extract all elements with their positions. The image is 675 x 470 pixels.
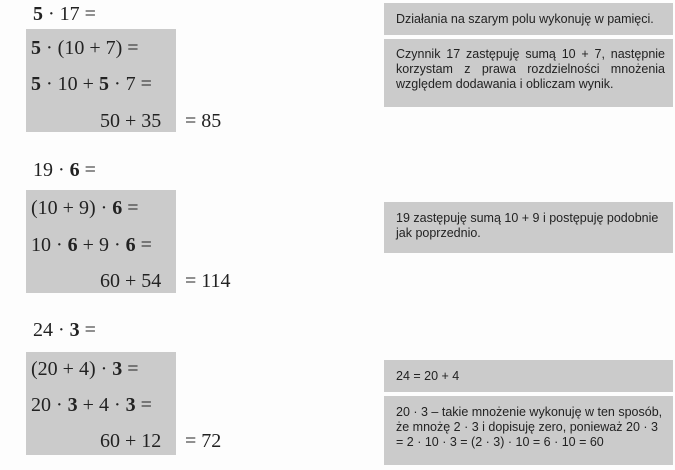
- operator: ·: [48, 3, 55, 25]
- factor: 3: [69, 319, 80, 341]
- note-distributive: Czynnik 17 zastępuję sumą 10 + 7, następnie korzystam z prawa rozdzielności mnożenia względem dodawania i obliczam wynik.: [384, 39, 673, 107]
- example-3-step-2: [31, 393, 152, 417]
- example-2-header: [33, 158, 96, 182]
- expr: + 4 ·: [77, 394, 126, 416]
- factor: 5: [33, 3, 43, 25]
- example-1-result: = 85: [185, 110, 222, 132]
- expr: · 7 =: [108, 73, 152, 95]
- expr: · (10 + 7) =: [41, 37, 139, 59]
- expr: =: [135, 234, 152, 256]
- factor: 6: [69, 159, 80, 181]
- example-1-step-1: [31, 36, 139, 60]
- bold-factor: 5: [31, 73, 41, 95]
- expr: + 9 ·: [77, 234, 126, 256]
- note-20x3: 20 · 3 – takie mnożenie wykonuję w ten sposób, że mnożę 2 · 3 i dopisuję zero, ponieważ 20 · 3 = 2 · 10 · 3 = (2 · 3) · 10 = 6 · 10 = 60: [384, 396, 673, 465]
- expr: =: [122, 358, 139, 380]
- expr: 20 ·: [31, 394, 68, 416]
- example-3-result: = 72: [185, 430, 222, 452]
- expr: · 10 +: [41, 73, 99, 95]
- expr: =: [122, 197, 139, 219]
- factor: 19: [33, 159, 53, 181]
- bold-factor: 3: [112, 358, 123, 380]
- equals: =: [84, 3, 96, 25]
- note-24: 24 = 20 + 4: [384, 360, 673, 392]
- expr: (10 + 9) ·: [31, 197, 113, 219]
- note-19: 19 zastępuję sumą 10 + 9 i postępuję podobnie jak poprzednio.: [384, 202, 673, 253]
- bold-factor: 6: [112, 197, 123, 219]
- factor: 24: [33, 319, 53, 341]
- example-2-result: = 114: [185, 270, 231, 292]
- example-2-step-2: [31, 233, 152, 257]
- bold-factor: 6: [67, 234, 78, 256]
- expr: 10 ·: [31, 234, 68, 256]
- example-2-step-1: [31, 196, 139, 220]
- example-2-step-3: 60 + 54: [100, 270, 162, 292]
- bold-factor: 5: [98, 73, 109, 95]
- example-3-step-1: [31, 357, 139, 381]
- operator: ·: [58, 159, 65, 181]
- note-mental: Działania na szarym polu wykonuję w pamięci.: [384, 3, 673, 35]
- equals: =: [84, 159, 96, 181]
- example-3-step-3: 60 + 12: [100, 430, 162, 452]
- bold-factor: 3: [67, 394, 78, 416]
- bold-factor: 3: [125, 394, 136, 416]
- example-1-header: [33, 2, 96, 26]
- factor: 17: [59, 3, 80, 25]
- equals: =: [84, 319, 96, 341]
- expr: (20 + 4) ·: [31, 358, 113, 380]
- example-1-step-2: [31, 72, 152, 96]
- operator: ·: [58, 319, 65, 341]
- bold-factor: 6: [125, 234, 136, 256]
- expr: =: [135, 394, 152, 416]
- example-1-step-3: 50 + 35: [100, 110, 162, 132]
- bold-factor: 5: [31, 37, 41, 59]
- example-3-header: [33, 318, 96, 342]
